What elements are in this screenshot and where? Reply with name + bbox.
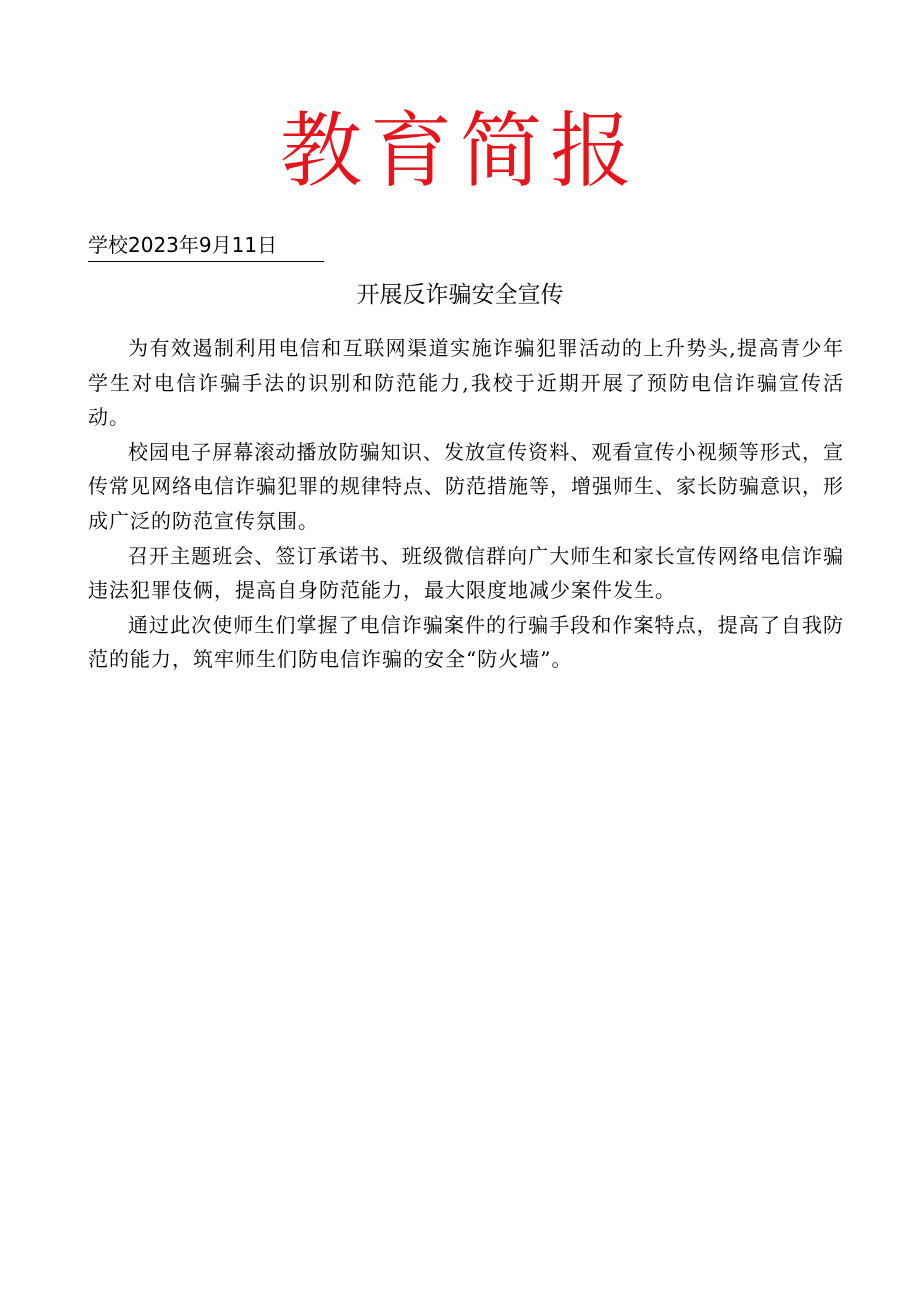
dateline: 学校2023年9月11日 [88, 229, 324, 262]
article-paragraph: 校园电子屏幕滚动播放防骗知识、发放宣传资料、观看宣传小视频等形式，宣传常见网络电信诈骗犯罪的规律特点、防范措施等，增强师生、家长防骗意识，形成广泛的防范宣传氛围。 [88, 439, 844, 533]
article-paragraph: 召开主题班会、签订承诺书、班级微信群向广大师生和家长宣传网络电信诈骗违法犯罪伎俩，提高自身防范能力，最大限度地减少案件发生。 [88, 543, 844, 603]
masthead-title: 教育简报 [279, 104, 640, 199]
article-headline: 开展反诈骗安全宣传 [356, 282, 564, 308]
article-paragraph: 为有效遏制利用电信和互联网渠道实施诈骗犯罪活动的上升势头,提高青少年学生对电信诈骗手法的识别和防范能力,我校于近期开展了预防电信诈骗宣传活动。 [88, 336, 844, 430]
article-paragraph: 通过此次使师生们掌握了电信诈骗案件的行骗手段和作案特点，提高了自我防范的能力，筑牢师生们防电信诈骗的安全“防火墙”。 [88, 612, 844, 672]
article-body [88, 331, 844, 677]
